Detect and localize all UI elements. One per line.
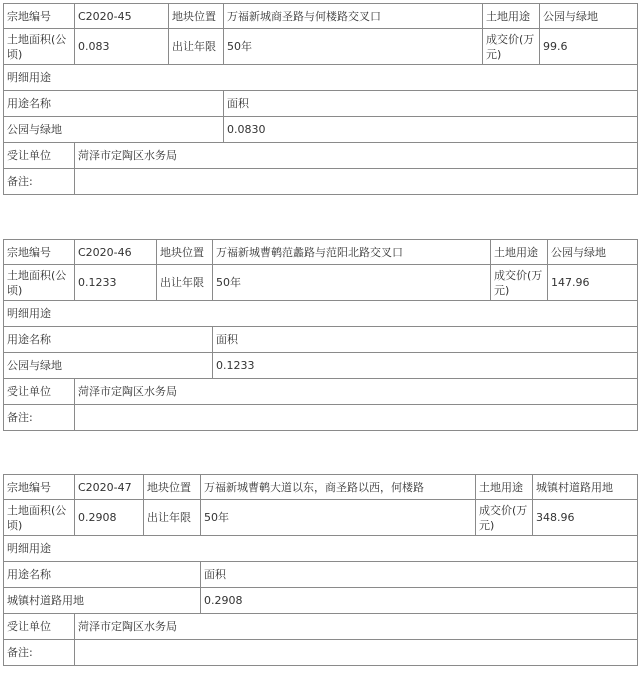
price-value: 348.96 [533,500,638,536]
area-label: 面积 [224,91,638,117]
land-use-label: 土地用途 [491,240,548,265]
assignee-label: 受让单位 [4,379,75,405]
location-label: 地块位置 [157,240,213,265]
price-label: 成交价(万元) [476,500,533,536]
land-use-value: 城镇村道路用地 [533,475,638,500]
remarks-label: 备注: [4,169,75,195]
location-label: 地块位置 [144,475,201,500]
location-value: 万福新城商圣路与何楼路交叉口 [224,4,483,29]
land-use-value: 公园与绿地 [540,4,638,29]
parcel-table [3,3,637,195]
term-value: 50年 [213,265,491,301]
term-value: 50年 [201,500,476,536]
remarks-value [75,169,638,195]
price-value: 147.96 [548,265,638,301]
parcel-no-value: C2020-45 [75,4,169,29]
use-name-value: 公园与绿地 [4,117,224,143]
use-name-label: 用途名称 [4,91,224,117]
location-value: 万福新城曹鹌大道以东，商圣路以西，何楼路 [201,475,476,500]
price-value: 99.6 [540,29,638,65]
land-area-value: 0.083 [75,29,169,65]
term-label: 出让年限 [144,500,201,536]
term-label: 出让年限 [157,265,213,301]
land-area-label: 土地面积(公顷) [4,500,75,536]
land-area-value: 0.2908 [75,500,144,536]
parcel-no-label: 宗地编号 [4,240,75,265]
term-label: 出让年限 [169,29,224,65]
parcel-no-value: C2020-47 [75,475,144,500]
assignee-value: 菏泽市定陶区水务局 [75,614,638,640]
remarks-value [75,640,638,666]
detail-use-label: 明细用途 [4,65,638,91]
area-label: 面积 [201,562,638,588]
use-name-label: 用途名称 [4,562,201,588]
use-name-value: 公园与绿地 [4,353,213,379]
assignee-value: 菏泽市定陶区水务局 [75,379,638,405]
remarks-label: 备注: [4,640,75,666]
assignee-value: 菏泽市定陶区水务局 [75,143,638,169]
use-name-label: 用途名称 [4,327,213,353]
parcel-no-label: 宗地编号 [4,475,75,500]
area-value: 0.1233 [213,353,638,379]
land-area-label: 土地面积(公顷) [4,265,75,301]
remarks-label: 备注: [4,405,75,431]
parcel-no-value: C2020-46 [75,240,157,265]
location-value: 万福新城曹鹌范蠡路与范阳北路交叉口 [213,240,491,265]
assignee-label: 受让单位 [4,614,75,640]
land-area-label: 土地面积(公顷) [4,29,75,65]
land-use-label: 土地用途 [483,4,540,29]
land-use-label: 土地用途 [476,475,533,500]
price-label: 成交价(万元) [483,29,540,65]
detail-use-label: 明细用途 [4,536,638,562]
parcel-table [3,474,637,666]
price-label: 成交价(万元) [491,265,548,301]
term-value: 50年 [224,29,483,65]
parcel-table [3,239,637,431]
use-name-value: 城镇村道路用地 [4,588,201,614]
area-label: 面积 [213,327,638,353]
land-area-value: 0.1233 [75,265,157,301]
land-use-value: 公园与绿地 [548,240,638,265]
area-value: 0.2908 [201,588,638,614]
remarks-value [75,405,638,431]
area-value: 0.0830 [224,117,638,143]
location-label: 地块位置 [169,4,224,29]
parcel-no-label: 宗地编号 [4,4,75,29]
detail-use-label: 明细用途 [4,301,638,327]
assignee-label: 受让单位 [4,143,75,169]
